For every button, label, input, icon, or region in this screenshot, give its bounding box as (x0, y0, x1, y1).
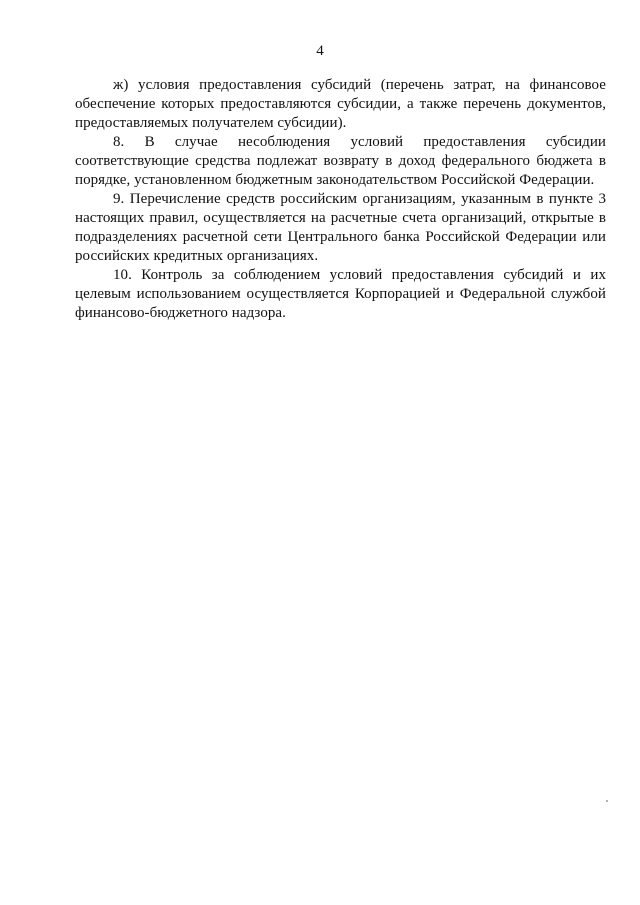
scan-speck (606, 800, 608, 802)
page-number: 4 (316, 43, 324, 59)
paragraph-8-refund: 8. В случае несоблюдения условий предоставления субсидии соответствующие средства подлежат возврату в доход федерального бюджета в порядке, установленном бюджетным законодательством Российской Федерации. (75, 134, 606, 188)
document-body (75, 76, 606, 323)
paragraph-subsidy-conditions: ж) условия предоставления субсидий (перечень затрат, на финансовое обеспечение которых предоставляются субсидии, а также перечень документов, предоставляемых получателем субсидии). (75, 77, 606, 131)
paragraph-9-transfer: 9. Перечисление средств российским организациям, указанным в пункте 3 настоящих правил, осуществляется на расчетные счета организаций, открытые в подразделениях расчетной сети Центрального банка Российской Федерации или российских кредитных организациях. (75, 191, 606, 264)
paragraph-10-control: 10. Контроль за соблюдением условий предоставления субсидий и их целевым использованием осуществляется Корпорацией и Федеральной службой финансово-бюджетного надзора. (75, 267, 606, 321)
